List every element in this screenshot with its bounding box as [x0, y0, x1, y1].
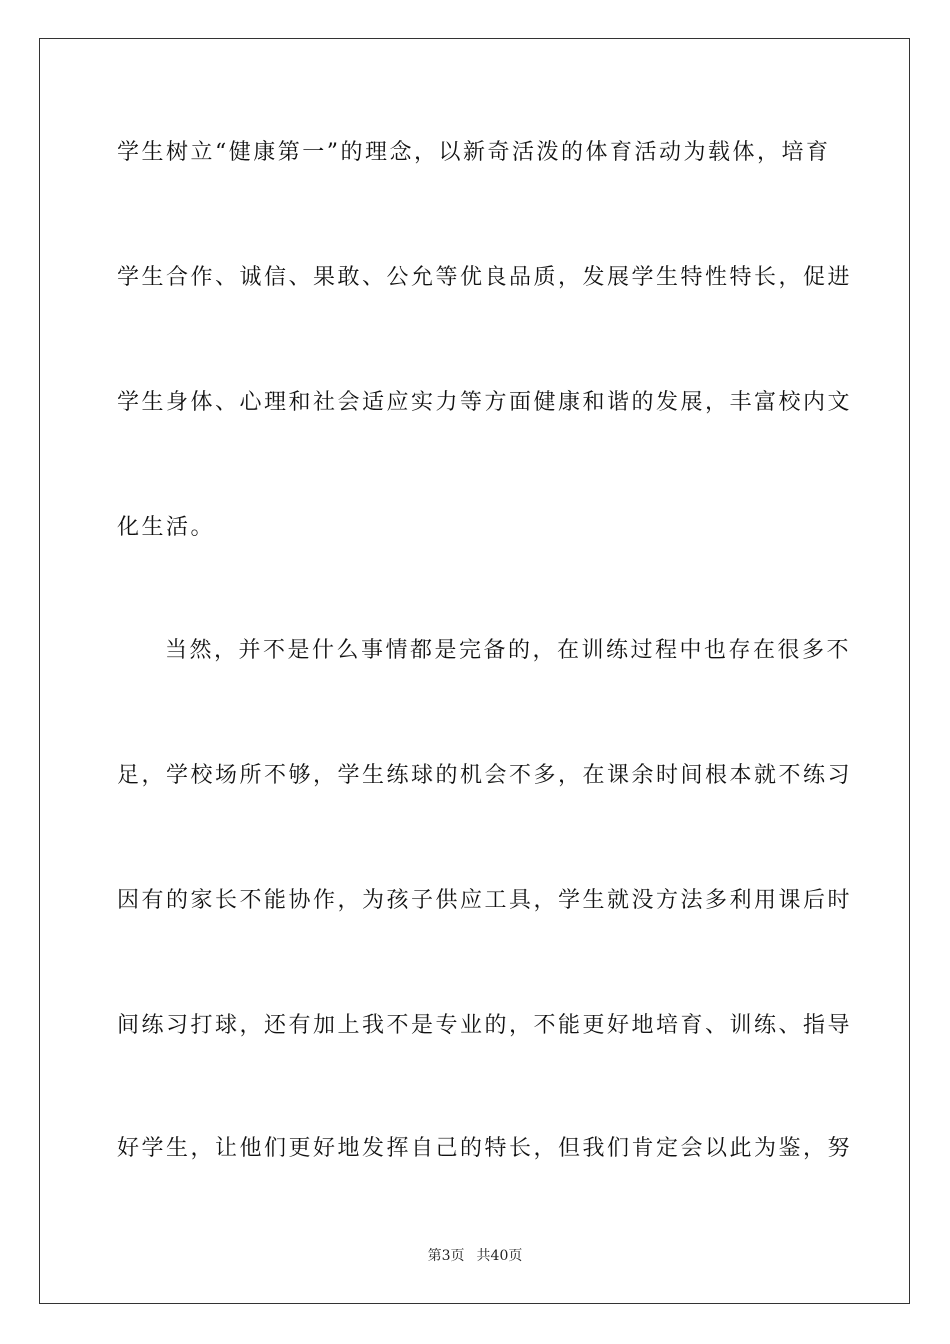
text-line-8: 间练习打球，还有加上我不是专业的，不能更好地培育、训练、指导 — [117, 1013, 853, 1038]
text-line-9: 好学生，让他们更好地发挥自己的特长，但我们肯定会以此为鉴，努 — [117, 1136, 853, 1161]
text-line-2: 学生合作、诚信、果敢、公允等优良品质，发展学生特性特长，促进 — [117, 265, 853, 290]
text-line-7: 因有的家长不能协作，为孩子供应工具，学生就没方法多利用课后时 — [117, 888, 853, 913]
page-border — [39, 38, 910, 1304]
text-line-6: 足，学校场所不够，学生练球的机会不多，在课余时间根本就不练习 — [117, 763, 853, 788]
page-footer — [0, 1246, 950, 1266]
text-line-4: 化生活。 — [117, 515, 216, 540]
text-line-3: 学生身体、心理和社会适应实力等方面健康和谐的发展，丰富校内文 — [117, 390, 853, 415]
total-pages: 共40页 — [476, 1248, 523, 1264]
page-number: 第3页 — [427, 1248, 465, 1264]
text-line-1: 学生树立“健康第一”的理念，以新奇活泼的体育活动为载体，培育 — [117, 140, 831, 165]
text-line-5-paragraph-start: 当然，并不是什么事情都是完备的，在训练过程中也存在很多不 — [165, 638, 852, 663]
